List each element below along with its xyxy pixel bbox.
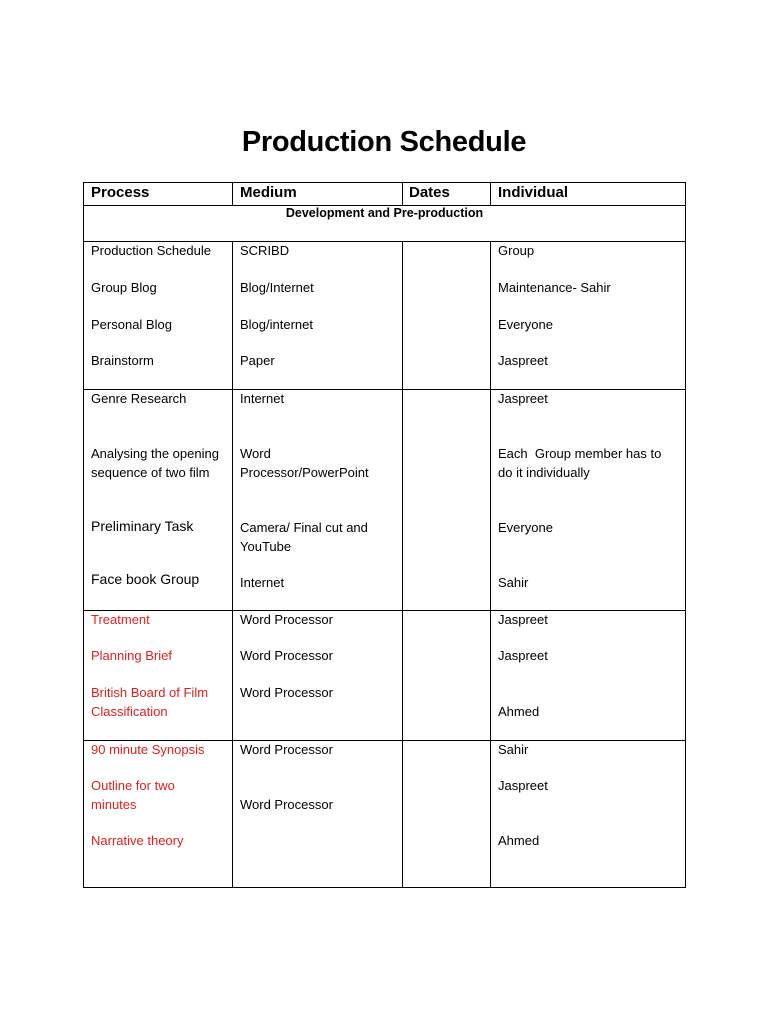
process-cell: Genre Research [91,391,187,406]
medium-cell: Word Processor/PowerPoint [240,446,369,480]
header-medium: Medium [240,184,297,201]
medium-cell: Blog/internet [240,317,313,332]
individual-cell: Ahmed [498,704,540,719]
individual-cell: Each Group member has to do it individually [498,446,662,480]
process-cell: Planning Brief [91,648,172,663]
medium-cell: Word Processor [240,612,333,627]
process-cell: Preliminary Task [91,518,194,534]
individual-cell: Jaspreet [498,391,548,406]
individual-cell: Everyone [498,520,553,535]
page-title: Production Schedule [241,126,527,158]
process-cell: Production Schedule [91,243,211,258]
medium-cell: Word Processor [240,685,333,700]
medium-cell: Word Processor [240,648,333,663]
individual-cell: Sahir [498,575,529,590]
process-cell: British Board of Film Classification [91,685,209,719]
individual-cell: Jaspreet [498,778,548,793]
row-divider [83,610,686,611]
medium-cell: Blog/Internet [240,280,314,295]
process-cell: Analysing the opening sequence of two film [91,446,219,480]
individual-cell: Group [498,243,535,258]
medium-cell: Internet [240,391,285,406]
individual-cell: Everyone [498,317,553,332]
header-dates: Dates [409,184,450,201]
process-cell: Treatment [91,612,150,627]
table-border-left [83,182,84,888]
individual-cell: Ahmed [498,833,540,848]
process-cell: Personal Blog [91,317,172,332]
process-cell: Brainstorm [91,353,154,368]
column-divider [490,182,491,206]
process-cell: Outline for two minutes [91,778,175,812]
column-divider [402,241,403,888]
process-cell: Narrative theory [91,833,184,848]
process-cell: 90 minute Synopsis [91,742,205,757]
medium-cell: Paper [240,353,275,368]
header-individual: Individual [498,184,569,201]
table-border-right [685,182,686,888]
medium-cell: SCRIBD [240,243,290,258]
individual-cell: Jaspreet [498,648,548,663]
medium-cell: Internet [240,575,285,590]
individual-cell: Jaspreet [498,353,548,368]
medium-cell: Word Processor [240,797,333,812]
process-cell: Group Blog [91,280,157,295]
table-border-bottom [83,887,686,888]
column-divider [490,241,491,888]
table-border-top [83,182,686,183]
header-process: Process [91,184,150,201]
medium-cell: Word Processor [240,742,333,757]
individual-cell: Maintenance- Sahir [498,280,611,295]
column-divider [232,241,233,888]
column-divider [232,182,233,206]
medium-cell: Camera/ Final cut and YouTube [240,520,368,554]
individual-cell: Jaspreet [498,612,548,627]
section-heading: Development and Pre-production [285,206,484,220]
column-divider [402,182,403,206]
process-cell: Face book Group [91,571,200,587]
individual-cell: Sahir [498,742,529,757]
